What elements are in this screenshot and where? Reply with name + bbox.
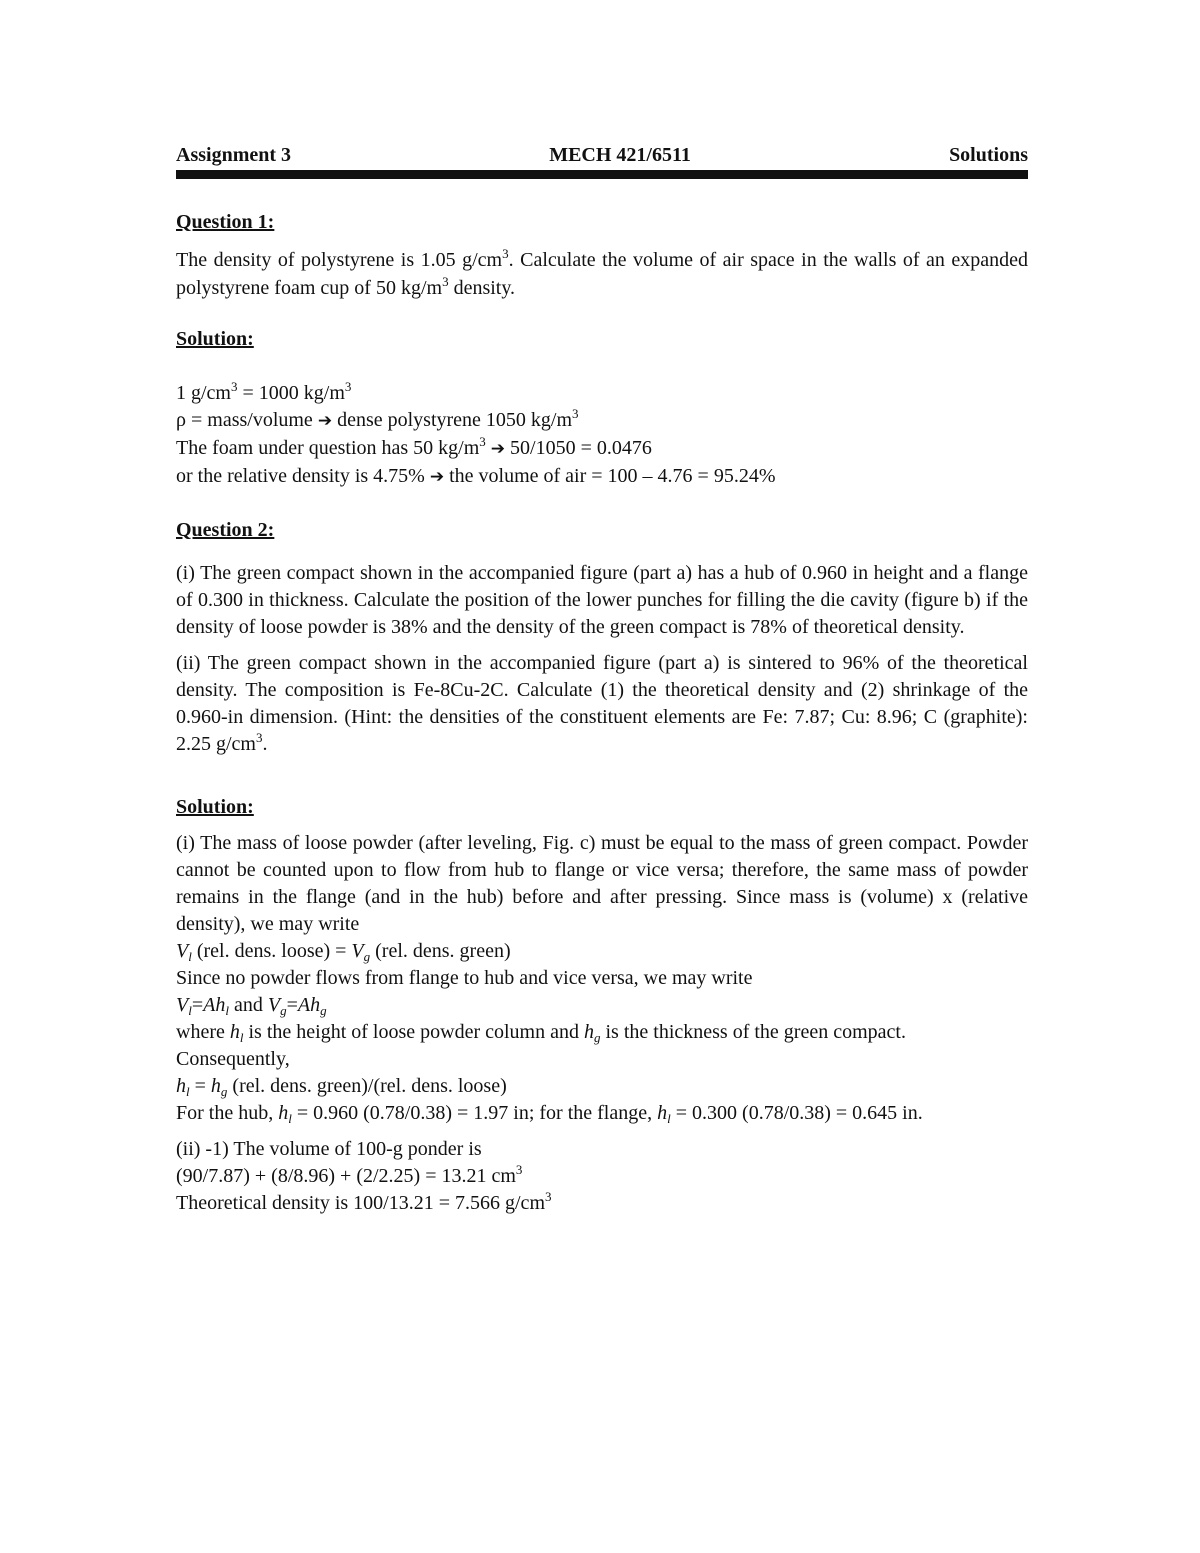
solution-1-line: 1 $g/cm^3 = 1000$ $kg/m^3$ [176,379,352,404]
solution-2-line: Since no powder flows from flange to hub and vice versa, we may write [176,967,753,989]
question-2-heading: Question 2: [176,519,275,541]
header-course: MECH 421/6511 [549,144,691,166]
header-solutions: Solutions [949,144,1028,166]
header-assignment: Assignment 3 [176,144,292,166]
solution-1-heading: Solution: [176,328,254,350]
question-1-text: The density of polystyrene is 1.05 $g/cm^3$. Calculate the volume of air space in the walls of an expanded polystyrene foam cup of 50 $kg/m^3$ density. [176,246,1029,299]
question-1-heading: Question 1: [176,211,275,233]
solution-2-part-ii: (ii) -1) The volume of 100-g ponder is [176,1138,482,1160]
solution-1-body [176,380,1028,491]
page-header [176,140,1028,170]
solution-1-line: or the relative density is 4.75% ➔ the volume of air = 100 – 4.76 = 95.24% [176,465,776,487]
arrow-icon: ➔ [317,411,333,431]
arrow-icon: ➔ [490,439,506,459]
document-page [176,140,1028,1217]
equation-height: $h_l = h_g$ (rel. dens. green)/(rel. dens. loose) [176,1075,507,1099]
solution-2-heading: Solution: [176,796,254,818]
question-2-part-i: (i) The green compact shown in the accompanied figure (part a) has a hub of 0.960 in height and a flange of 0.300 in thickness. Calculate the position of the lower punches for filling the die cavity (figure b) if the density of loose powder is 38% and the density of the green compact is 78% of theoretical density. [176,562,1028,638]
solution-2-results: For the hub, $h_l = 0.960$ (0.78/0.38) = 1.97 in; for the flange, $h_l = 0.300$ (0.78/0.38) = 0.645 in. [176,1102,923,1126]
solution-2-density: Theoretical density is 100/13.21 = 7.566 $g/cm^3$ [176,1189,552,1214]
solution-1-line: ρ = mass/volume ➔ dense polystyrene 1050 $kg/m^3$ [176,406,579,431]
solution-2-volume: (90/7.87) + (8/8.96) + (2/2.25) = 13.21 $cm^3$ [176,1162,523,1187]
equation-volume: $V_l=Ah_l$ and $V_g=Ah_g$ [176,994,327,1018]
solution-1-line: The foam under question has 50 $kg/m^3$ ➔ 50/1050 = 0.0476 [176,434,652,459]
arrow-icon: ➔ [429,467,445,487]
solution-2-line: Consequently, [176,1048,290,1070]
question-2-part-ii: (ii) The green compact shown in the accompanied figure (part a) is sintered to 96% of the theoretical density. The composition is Fe-8Cu-2C. Calculate (1) the theoretical density and (2) shrinkage of the 0.960-in dimension. (Hint: the densities of the constituent elements are Fe: 7.87; Cu: 8.96; C (graphite): 2.25 $g/cm^3$. [176,652,1028,755]
solution-2-paragraph: (i) The mass of loose powder (after leveling, Fig. c) must be equal to the mass of green compact. Powder cannot be counted upon to flow from hub to flange or vice versa; therefore, the same mass of powder remains in the flange (and in the hub) before and after pressing. Since mass is (volume) x (relative density), we may write [176,832,1028,935]
equation-mass-balance: $V_l$ (rel. dens. loose) = $V_g$ (rel. dens. green) [176,940,511,964]
header-rule [176,170,1028,179]
solution-2-definitions: where $h_l$ is the height of loose powder column and $h_g$ is the thickness of the green compact. [176,1021,906,1045]
